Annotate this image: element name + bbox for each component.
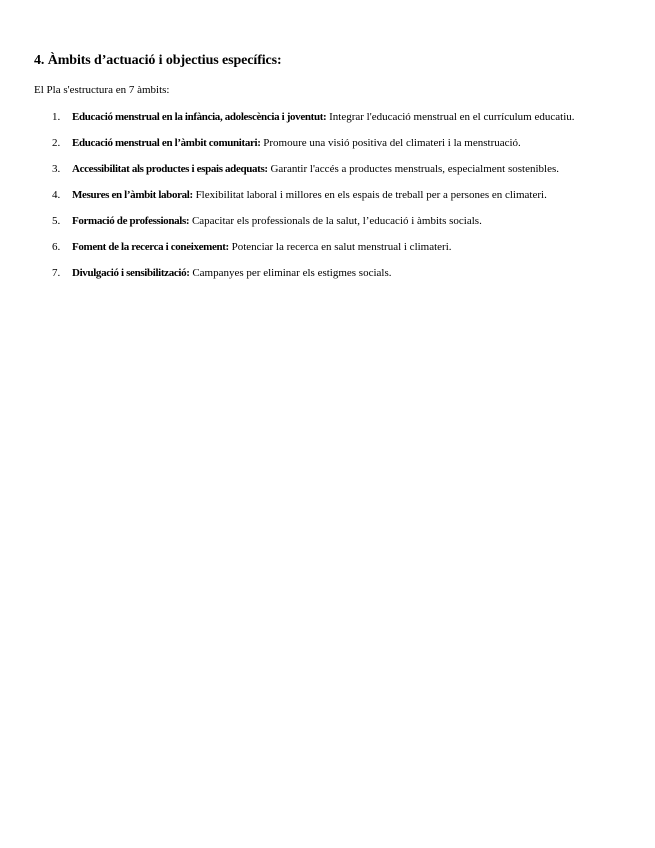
list-item-description: Flexibilitat laboral i millores en els espais de treball per a persones en climateri. — [192, 189, 547, 201]
list-item-number: 4. — [52, 189, 61, 201]
list-item-title: Mesures en l’àmbit laboral: — [72, 189, 193, 201]
list-item-title: Foment de la recerca i coneixement: — [72, 241, 229, 253]
list-item-number: 7. — [52, 267, 61, 279]
list-item — [52, 188, 622, 203]
list-item — [52, 162, 622, 177]
list-item-number: 3. — [52, 163, 61, 175]
section-heading: 4. Àmbits d’actuació i objectius específics: — [34, 53, 282, 68]
list-item-description: Capacitar els professionals de la salut, l’educació i àmbits socials. — [189, 215, 482, 227]
list-item-text — [72, 240, 622, 255]
list-item-description: Campanyes per eliminar els estigmes socials. — [189, 267, 392, 279]
list-item — [52, 240, 622, 255]
list-item-text — [72, 136, 622, 151]
list-item-description: Potenciar la recerca en salut menstrual i climateri. — [228, 241, 452, 253]
list-item-text — [72, 266, 622, 281]
list-item-title: Accessibilitat als productes i espais adequats: — [72, 163, 268, 175]
list-item — [52, 136, 622, 151]
intro-paragraph: El Pla s'estructura en 7 àmbits: — [34, 84, 170, 96]
list-item — [52, 266, 622, 281]
list-item-text — [72, 162, 622, 177]
list-item-text — [72, 110, 622, 125]
list-item-title: Educació menstrual en la infància, adolescència i joventut: — [72, 111, 327, 123]
list-item — [52, 110, 622, 125]
list-item-title: Educació menstrual en l’àmbit comunitari: — [72, 137, 261, 149]
list-item-title: Divulgació i sensibilització: — [72, 267, 190, 279]
list-item-description: Promoure una visió positiva del climateri i la menstruació. — [260, 137, 521, 149]
areas-list — [52, 110, 622, 292]
list-item-title: Formació de professionals: — [72, 215, 190, 227]
list-item-text — [72, 214, 622, 229]
list-item-description: Garantir l'accés a productes menstruals, especialment sostenibles. — [267, 163, 559, 175]
list-item-number: 1. — [52, 111, 61, 123]
list-item-number: 2. — [52, 137, 61, 149]
list-item-number: 5. — [52, 215, 61, 227]
list-item-description: Integrar l'educació menstrual en el currículum educatiu. — [326, 111, 575, 123]
list-item-number: 6. — [52, 241, 61, 253]
list-item-text — [72, 188, 622, 203]
list-item — [52, 214, 622, 229]
